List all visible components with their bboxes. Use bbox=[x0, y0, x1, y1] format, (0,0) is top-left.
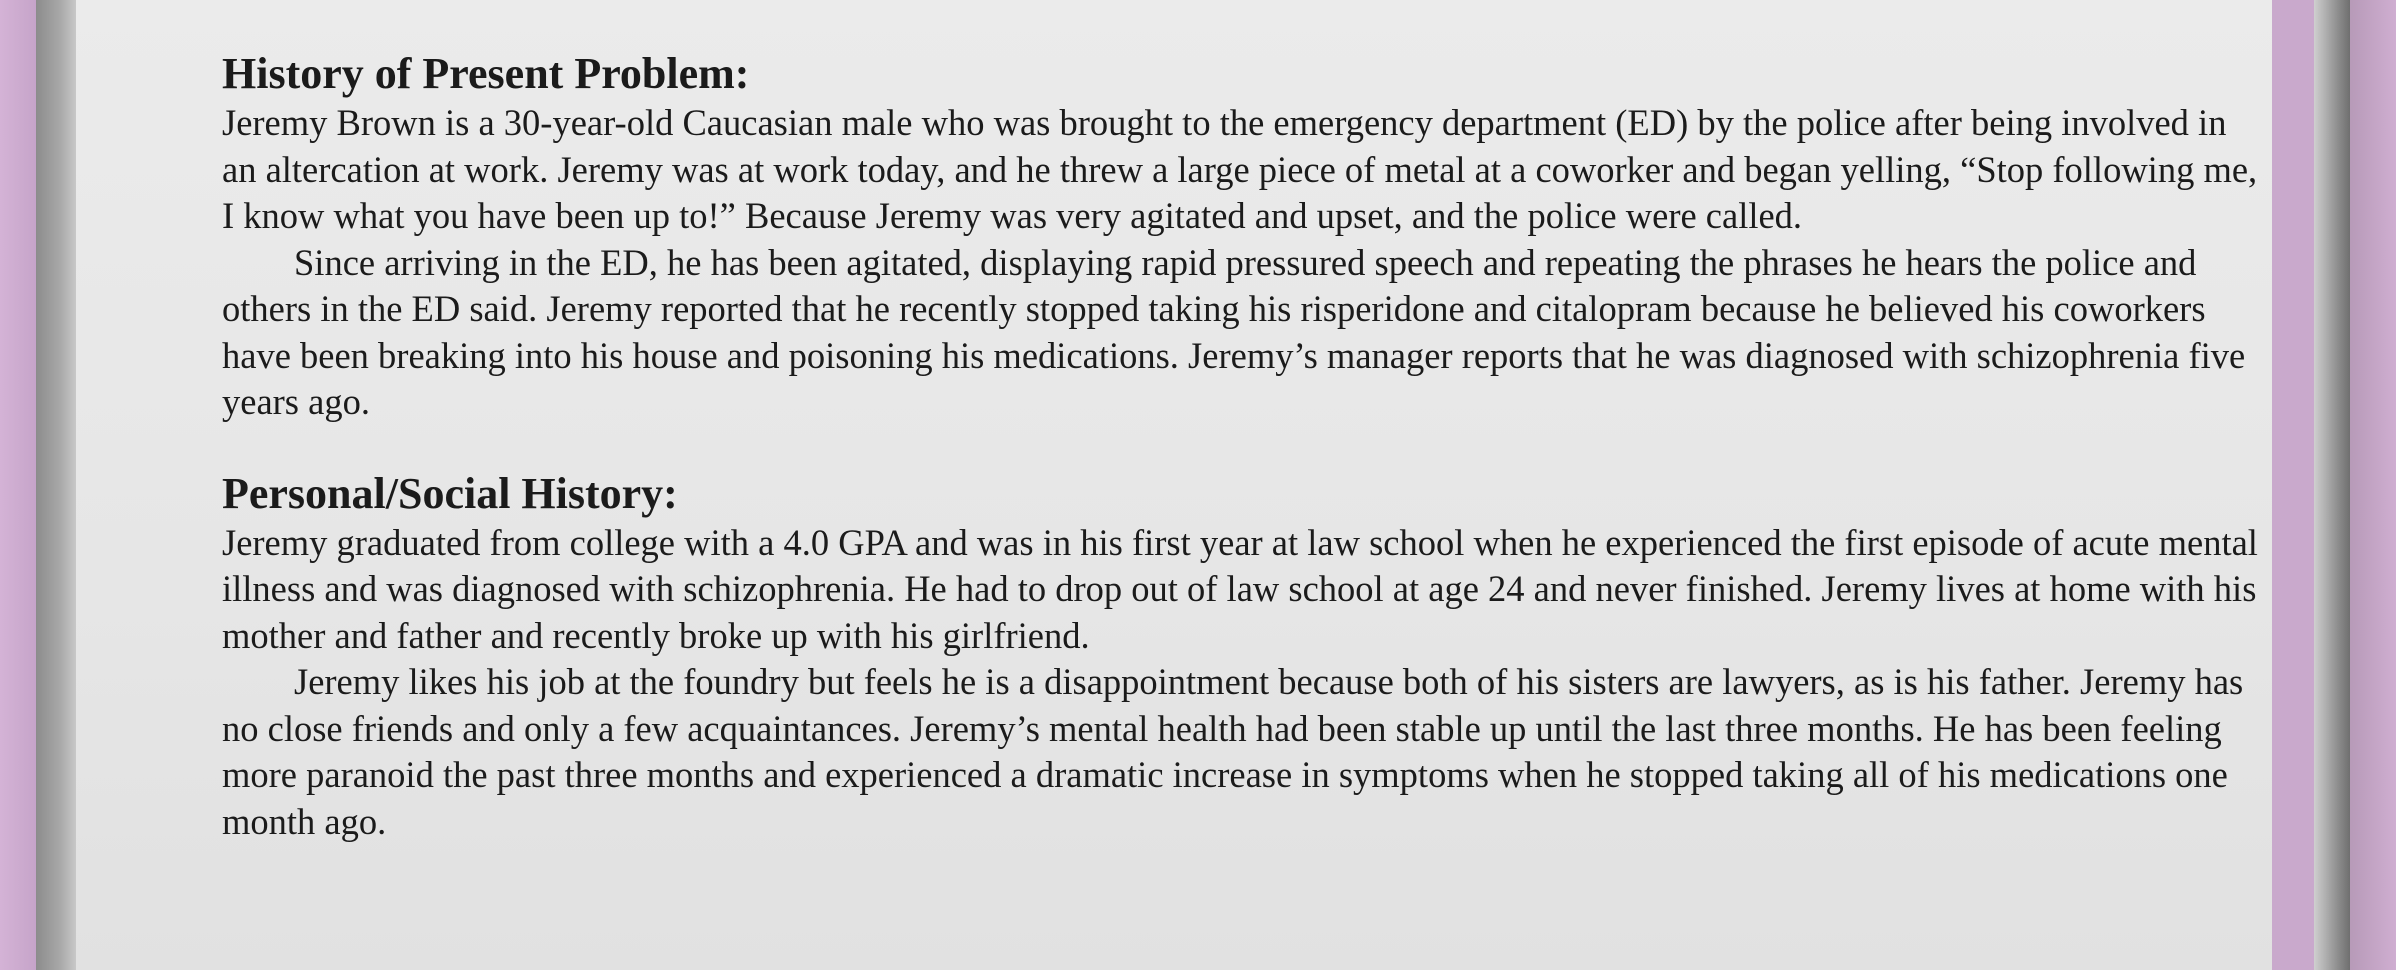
section-personal-social-history bbox=[222, 468, 2262, 846]
paragraph: Jeremy graduated from college with a 4.0 GPA and was in his first year at law school when he experienced the first episode of acute mental illness and was diagnosed with schizophrenia. He had to drop out of law school at age 24 and never finished. Jeremy lives at home with his mother and father and recently broke up with his girlfriend. bbox=[222, 521, 2258, 656]
background-left bbox=[0, 0, 36, 970]
document-page bbox=[222, 48, 2262, 845]
monitor-bezel-right bbox=[2314, 0, 2350, 970]
section-history-of-present-problem bbox=[222, 48, 2262, 426]
paragraph: Jeremy likes his job at the foundry but feels he is a disappointment because both of his sisters are lawyers, as is his father. Jeremy has no close friends and only a few acquaintances. Jeremy’s mental health had been stable up until the last three months. He has been feeling more paranoid the past three months and experienced a dramatic increase in symptoms when he stopped taking all of his medications one month ago. bbox=[222, 661, 2244, 842]
paragraph: Since arriving in the ED, he has been agitated, displaying rapid pressured speech and repeating the phrases he hears the police and others in the ED said. Jeremy reported that he recently stopped taking his risperidone and citalopram because he believed his coworkers have been breaking into his house and poisoning his medications. Jeremy’s manager reports that he was diagnosed with schizophrenia five years ago. bbox=[222, 241, 2246, 422]
document-screen bbox=[76, 0, 2272, 970]
section-heading: History of Present Problem: bbox=[222, 49, 750, 98]
monitor-bezel-left bbox=[36, 0, 76, 970]
background-right bbox=[2350, 0, 2396, 970]
section-heading: Personal/Social History: bbox=[222, 468, 678, 518]
paragraph: Jeremy Brown is a 30-year-old Caucasian male who was brought to the emergency department (ED) by the police after being involved in an altercation at work. Jeremy was at work today, and he threw a large piece of metal at a coworker and began yelling, “Stop following me, I know what you have been up to!” Because Jeremy was very agitated and upset, and the police were called. bbox=[222, 102, 2258, 236]
section-spacer bbox=[222, 426, 2262, 468]
